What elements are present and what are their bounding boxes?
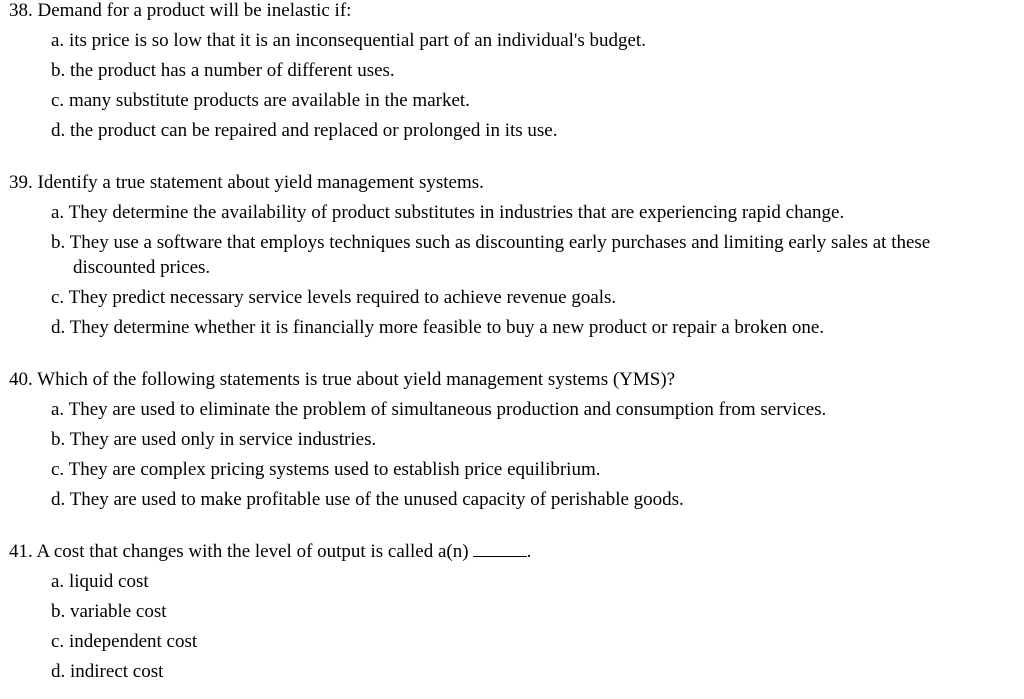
question-stem: [9, 0, 1014, 26]
choice-a: [51, 26, 1014, 56]
choice-text: indirect cost: [70, 661, 164, 682]
choice-letter: a.: [51, 202, 65, 223]
choice-c: [51, 627, 1014, 657]
question-stem: [9, 537, 1014, 567]
question-text: Which of the following statements is true about yield management systems (YMS)?: [37, 369, 676, 390]
choice-b: [51, 56, 1014, 86]
choice-letter: b.: [51, 232, 66, 253]
choice-text: They are used to make profitable use of the unused capacity of perishable goods.: [69, 489, 684, 510]
choice-d: [51, 485, 1014, 515]
choice-text: variable cost: [70, 601, 167, 622]
choice-letter: d.: [51, 120, 66, 141]
choice-letter: b.: [51, 60, 66, 81]
choice-c: [51, 455, 1014, 485]
choice-text: the product has a number of different uses.: [70, 60, 395, 81]
choice-b: [51, 425, 1014, 455]
choice-letter: a.: [51, 571, 65, 592]
question-stem: [9, 365, 1014, 395]
choice-text: They determine whether it is financially more feasible to buy a new product or repair a broken one.: [69, 317, 825, 338]
choice-a: [51, 395, 1014, 425]
choice-letter: c.: [51, 631, 65, 652]
question-spacer: [9, 146, 1014, 168]
question-39: [9, 168, 1014, 343]
question-38: [9, 0, 1014, 146]
choice-letter: d.: [51, 317, 66, 338]
choice-a: [51, 198, 1014, 228]
choice-text: the product can be repaired and replaced or prolonged in its use.: [70, 120, 558, 141]
choice-text: They use a software that employs techniques such as discounting early purchases and limiting early sales at these discounted prices.: [69, 232, 931, 278]
choice-letter: b.: [51, 601, 66, 622]
choice-text: its price is so low that it is an inconsequential part of an individual's budget.: [68, 30, 646, 51]
choice-a: [51, 567, 1014, 597]
question-spacer: [9, 515, 1014, 537]
choice-text: liquid cost: [68, 571, 149, 592]
choice-text: They predict necessary service levels required to achieve revenue goals.: [68, 287, 617, 308]
choice-d: [51, 116, 1014, 146]
question-number: 40.: [9, 369, 33, 390]
question-number: 41.: [9, 541, 33, 562]
choice-text: They are used only in service industries.: [69, 429, 377, 450]
choice-letter: c.: [51, 90, 65, 111]
question-text: Demand for a product will be inelastic if:: [37, 0, 352, 21]
question-number: 39.: [9, 172, 33, 193]
answer-blank: [473, 538, 527, 557]
choice-letter: c.: [51, 287, 65, 308]
choice-d: [51, 657, 1014, 687]
question-suffix: .: [526, 541, 532, 562]
choice-letter: b.: [51, 429, 66, 450]
question-spacer: [9, 343, 1014, 365]
quiz-document: [9, 0, 1014, 687]
choice-text: many substitute products are available in the market.: [68, 90, 470, 111]
choice-text: They are complex pricing systems used to establish price equilibrium.: [68, 459, 601, 480]
choice-b: [51, 228, 1014, 283]
question-text: A cost that changes with the level of output is called a(n): [36, 541, 469, 562]
choice-letter: a.: [51, 30, 65, 51]
choice-letter: d.: [51, 661, 66, 682]
question-stem: [9, 168, 1014, 198]
choice-letter: a.: [51, 399, 65, 420]
choice-text: They are used to eliminate the problem of simultaneous production and consumption from services.: [68, 399, 827, 420]
choice-c: [51, 283, 1014, 313]
choice-letter: d.: [51, 489, 66, 510]
question-41: [9, 537, 1014, 687]
question-40: [9, 365, 1014, 515]
choice-text: They determine the availability of product substitutes in industries that are experiencing rapid change.: [68, 202, 845, 223]
choice-b: [51, 597, 1014, 627]
choice-c: [51, 86, 1014, 116]
choice-text: independent cost: [68, 631, 198, 652]
choice-letter: c.: [51, 459, 65, 480]
question-text: Identify a true statement about yield management systems.: [37, 172, 484, 193]
choice-d: [51, 313, 1014, 343]
question-number: 38.: [9, 0, 33, 21]
